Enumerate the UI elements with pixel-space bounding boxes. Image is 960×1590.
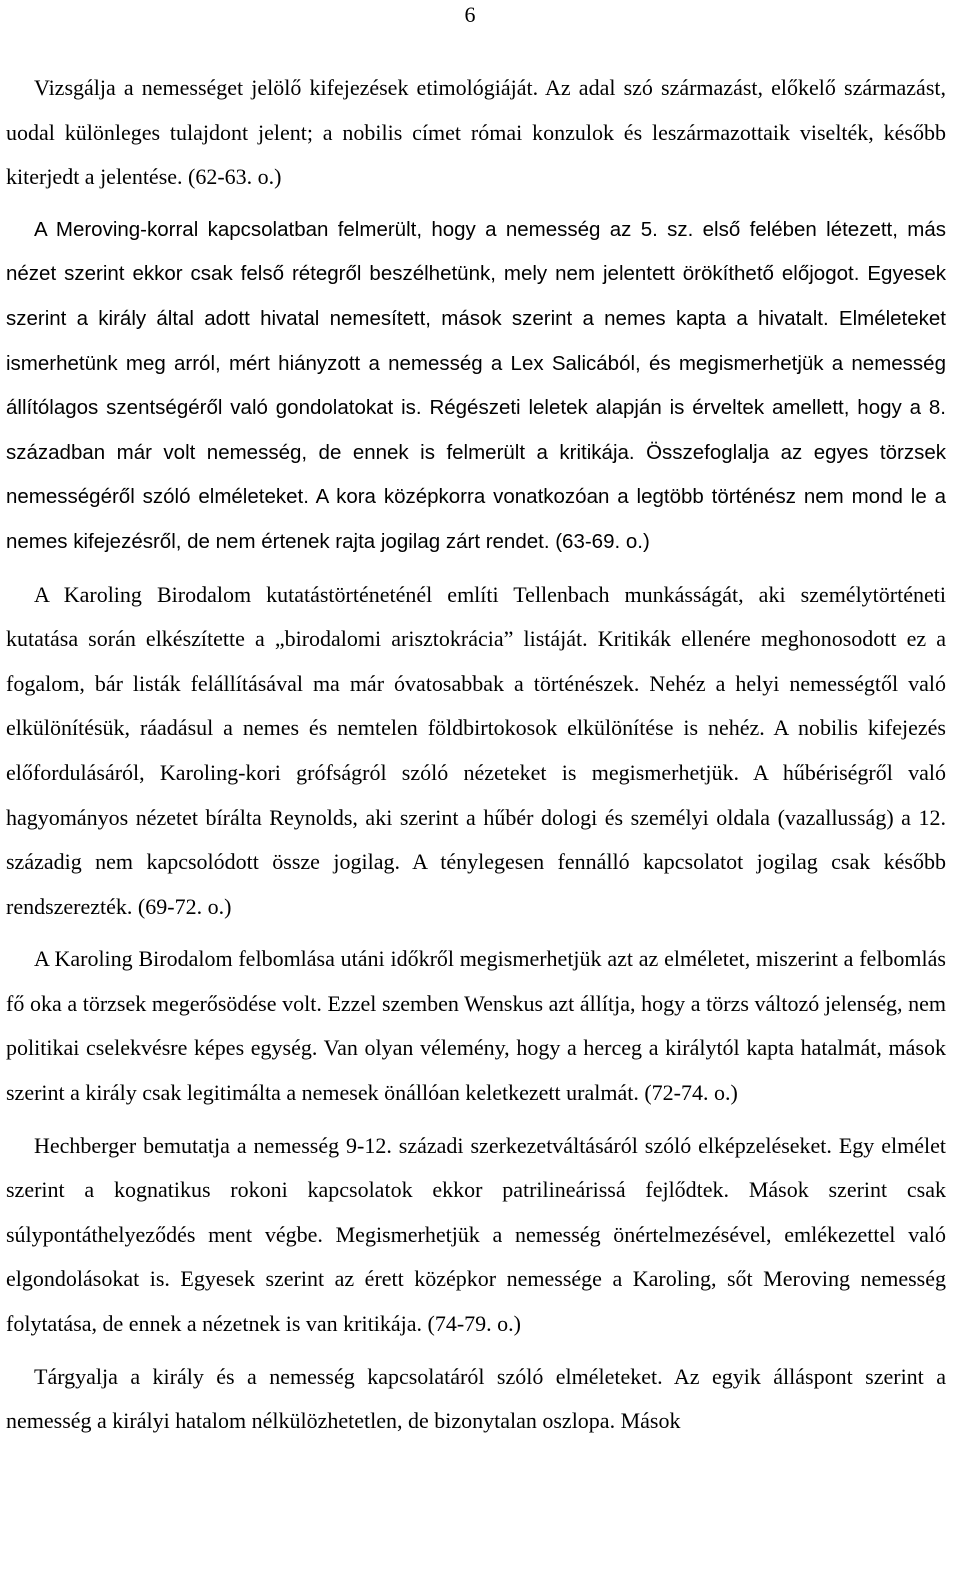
page-number: 6 [464, 2, 476, 27]
document-body [6, 66, 946, 1444]
paragraph-king-nobility: Tárgyalja a király és a nemesség kapcsolatáról szóló elméleteket. Az egyik álláspont szerint a nemesség a királyi hatalom nélkülözhetetlen, de bizonytalan oszlopa. Mások [6, 1363, 946, 1434]
paragraph-structural-change: Hechberger bemutatja a nemesség 9-12. századi szerkezetváltásáról szóló elképzeléseket. Egy elmélet szerint a kognatikus rokoni kapcsolatok ekkor patrilineárissá fejlődtek. Mások szerint csak súlypontáthelyeződés ment végbe. Megismerhetjük a nemesség önértelmezésével, emlékezettel való elgondolásokat is. Egyesek szerint az érett középkor nemessége a Karoling, sőt Meroving nemesség folytatása, de ennek a nézetnek is van kritikája. (74-79. o.) [6, 1132, 946, 1337]
paragraph-etymology: Vizsgálja a nemességet jelölő kifejezések etimológiáját. Az adal szó származást, előkelő származást, uodal különleges tulajdont jelent; a nobilis címet római konzulok és leszármazottaik viselték, később kiterjedt a jelentése. (62-63. o.) [6, 75, 946, 190]
paragraph-dissolution: A Karoling Birodalom felbomlása utáni időkről megismerhetjük azt az elméletet, miszerint a felbomlás fő oka a törzsek megerősödése volt. Ezzel szemben Wenskus azt állítja, hogy a törzs változó jelenség, nem politikai cselekvésre képes egység. Van olyan vélemény, hogy a herceg a királytól kapta hatalmát, mások szerint a király csak legitimálta a nemesek önállóan keletkezett uralmát. (72-74. o.) [6, 946, 946, 1106]
paragraph-merovingian: A Meroving-korral kapcsolatban felmerült, hogy a nemesség az 5. sz. első felében létezett, más nézet szerint ekkor csak felső rétegről beszélhetünk, mely nem jelentett örökíthető előjogot. Egyesek szerint a király által adott hivatal nemesített, mások szerint a nemes kapta a hivatalt. Elméleteket ismerhetünk meg arról, mért hiányzott a nemesség a Lex Salicából, és megismerhetjük a nemesség állítólagos szentségéről való gondolatokat is. Régészeti leletek alapján is érveltek amellett, hogy a 8. században már volt nemesség, de ennek is felmerült a kritikája. Összefoglalja az egyes törzsek nemességéről szóló elméleteket. A kora középkorra vonatkozóan a legtöbb történész nem mond le a nemes kifejezésről, de nem értenek rajta jogilag zárt rendet. (63-69. o.) [6, 217, 946, 553]
paragraph-carolingian: A Karoling Birodalom kutatástörténeténél említi Tellenbach munkásságát, aki személytörténeti kutatása során elkészítette a „birodalomi arisztokrácia” listáját. Kritikák ellenére meghonosodott ez a fogalom, bár listák felállításával ma már óvatosabbak a történészek. Nehéz a helyi nemességtől való elkülönítésük, ráadásul a nemes és nemtelen földbirtokosok elkülönítése is nehéz. A nobilis kifejezés előfordulásáról, Karoling-kori grófságról szóló nézeteket is megismerhetjük. A hűbériségről való hagyományos nézetet bírálta Reynolds, aki szerint a hűbér dologi és személyi oldala (vazallusság) a 12. századig nem kapcsolódott össze jogilag. A ténylegesen fennálló kapcsolatot jogilag csak később rendszerezték. (69-72. o.) [6, 581, 946, 919]
